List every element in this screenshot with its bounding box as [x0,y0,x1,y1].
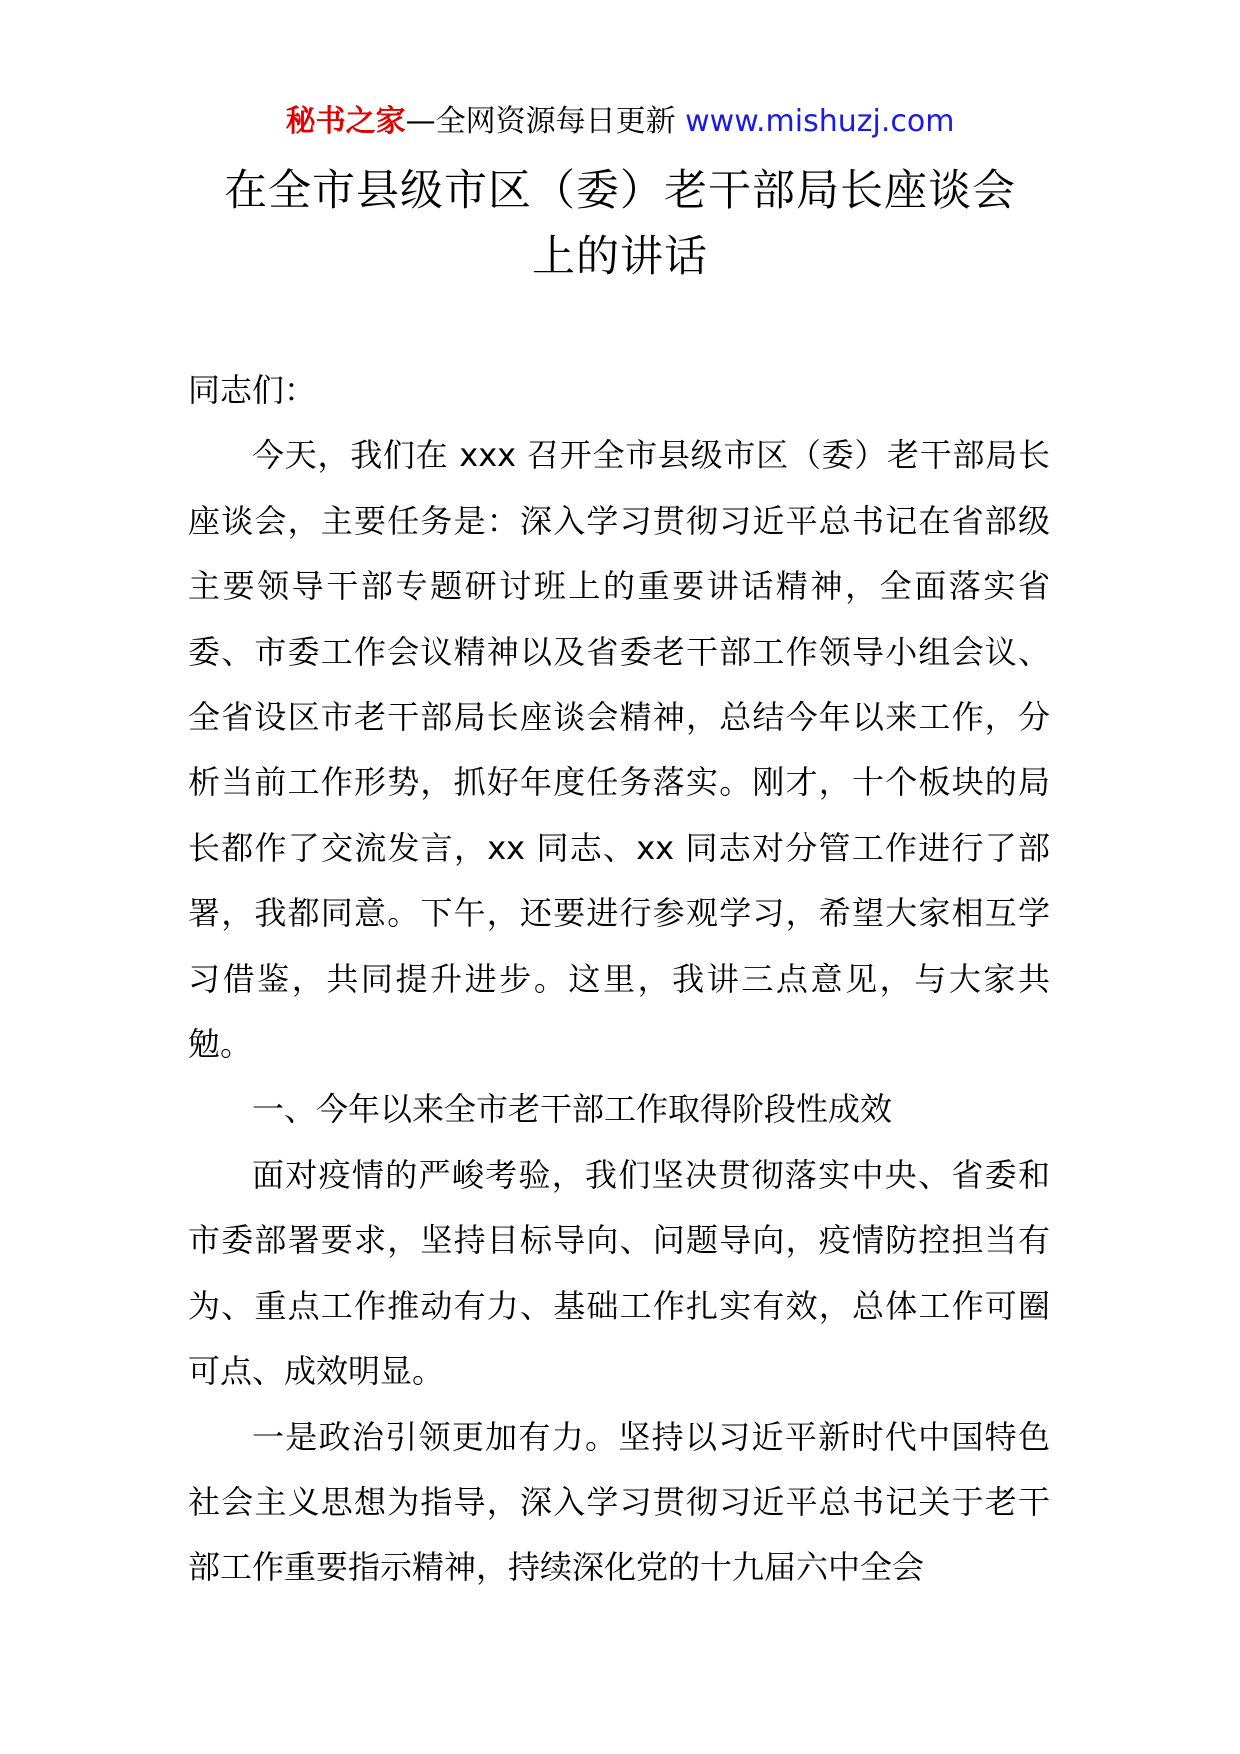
salutation: 同志们： [188,371,317,409]
document-title [150,158,1090,290]
site-brand: 秘书之家 [285,104,406,139]
paragraph-intro: 今天，我们在 xxx 召开全市县级市区（委）老干部局长座谈会，主要任务是：深入学习贯彻习近平总书记在省部级主要领导干部专题研讨班上的重要讲话精神，全面落实省委、市委工作会议精神以及省委老干部工作领导小组会议、全省设区市老干部局长座谈会精神，总结今年以来工作，分析当前工作形势，抓好年度任务落实。刚才，十个板块的局长都作了交流发言，xx 同志、xx 同志对分管工作进行了部署，我都同意。下午，还要进行参观学习，希望大家相互学习借鉴，共同提升进步。这里，我讲三点意见，与大家共勉。 [188,436,1050,1064]
paragraph-point-1: 一是政治引领更加有力。坚持以习近平新时代中国特色社会主义思想为指导，深入学习贯彻习近平总书记关于老干部工作重要指示精神，持续深化党的十九届六中全会 [188,1417,1050,1587]
title-line-2: 上的讲话 [532,232,708,282]
site-url[interactable]: www.mishuzj.com [685,104,955,139]
section-heading-1: 一、今年以来全市老干部工作取得阶段性成效 [252,1090,893,1129]
title-line-1: 在全市县级市区（委）老干部局长座谈会 [224,166,1016,216]
site-tagline: —全网资源每日更新 [405,104,676,139]
site-header [0,102,1240,142]
document-body [188,358,1050,1601]
paragraph-achievements: 面对疫情的严峻考验，我们坚决贯彻落实中央、省委和市委部署要求，坚持目标导向、问题导向，疫情防控担当有为、重点工作推动有力、基础工作扎实有效，总体工作可圈可点、成效明显。 [188,1155,1050,1391]
